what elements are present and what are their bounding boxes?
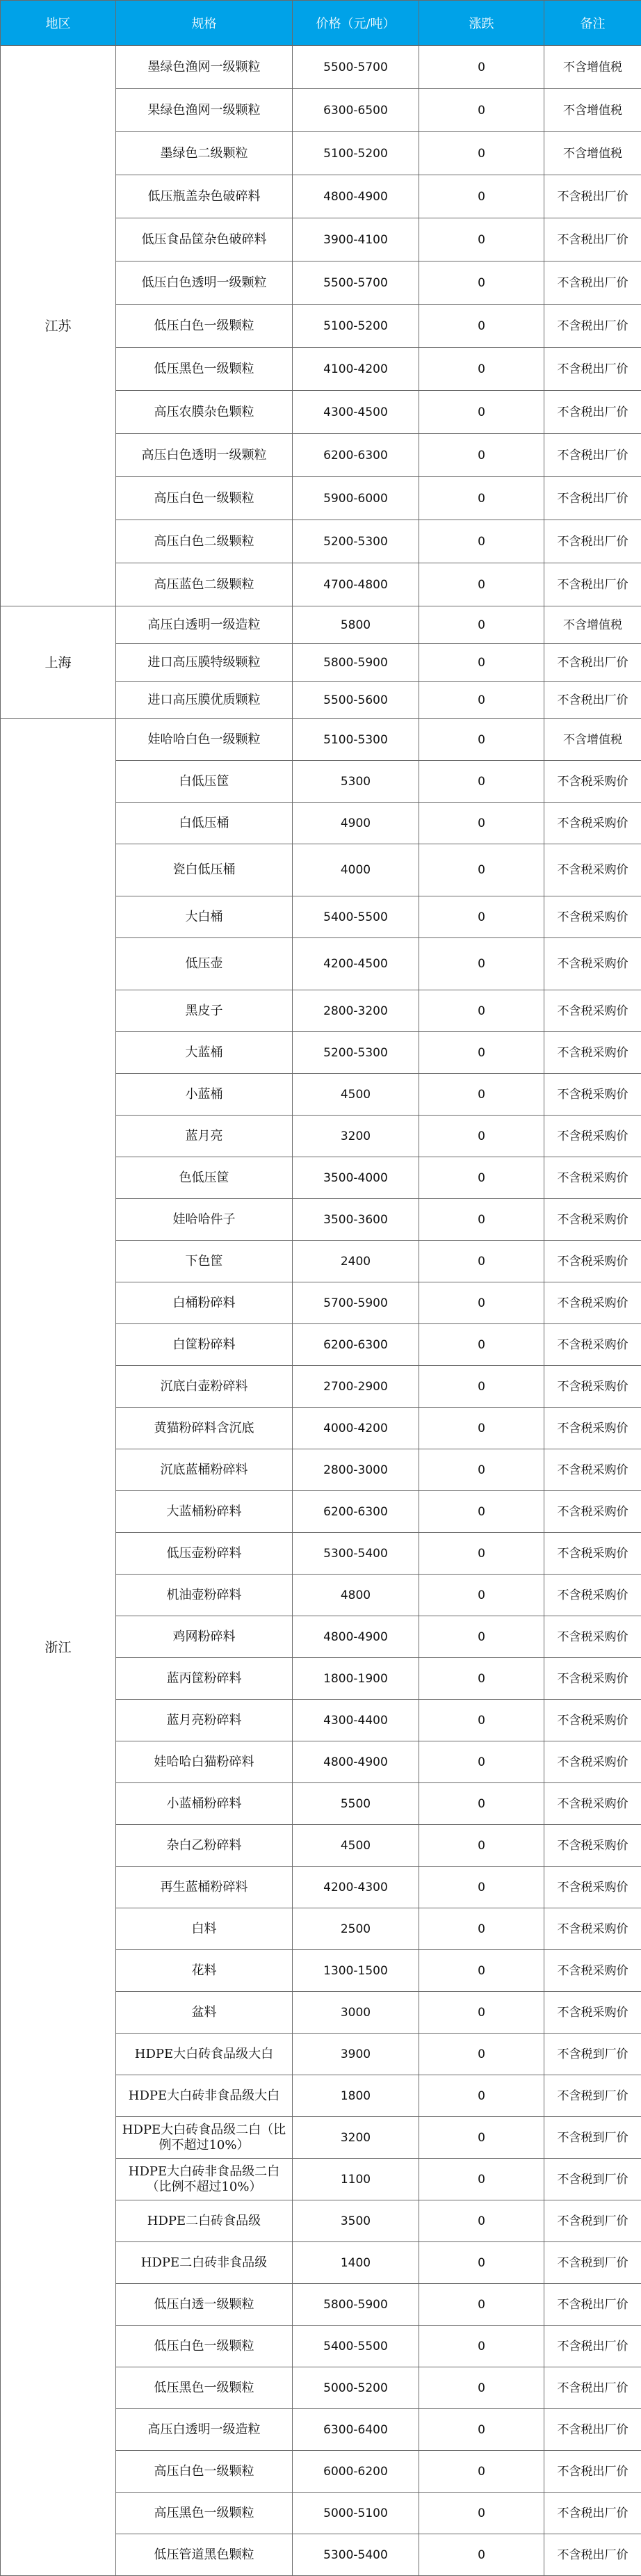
note-cell: 不含税采购价 (544, 1908, 641, 1950)
spec-cell: 大白桶 (116, 896, 293, 938)
change-cell: 0 (419, 938, 544, 990)
change-cell: 0 (419, 896, 544, 938)
note-cell: 不含税到厂价 (544, 2117, 641, 2159)
spec-cell: 墨绿色渔网一级颗粒 (116, 46, 293, 89)
spec-cell: 大蓝桶粉碎料 (116, 1491, 293, 1533)
note-cell: 不含税采购价 (544, 1741, 641, 1783)
note-cell: 不含税采购价 (544, 1366, 641, 1408)
note-cell: 不含增值税 (544, 719, 641, 761)
price-cell: 4300-4400 (293, 1700, 419, 1741)
spec-cell: 盆料 (116, 1992, 293, 2034)
note-cell: 不含税出厂价 (544, 434, 641, 477)
price-cell: 4000-4200 (293, 1408, 419, 1449)
change-cell: 0 (419, 682, 544, 719)
note-cell: 不含税出厂价 (544, 2534, 641, 2576)
change-cell: 0 (419, 1616, 544, 1658)
note-cell: 不含税采购价 (544, 1700, 641, 1741)
price-cell: 5500-5700 (293, 261, 419, 305)
change-cell: 0 (419, 1533, 544, 1575)
price-cell: 2700-2900 (293, 1366, 419, 1408)
change-cell: 0 (419, 1908, 544, 1950)
change-cell: 0 (419, 2159, 544, 2200)
change-cell: 0 (419, 761, 544, 803)
price-cell: 6300-6400 (293, 2409, 419, 2451)
change-cell: 0 (419, 2284, 544, 2326)
change-cell: 0 (419, 2117, 544, 2159)
note-cell: 不含税出厂价 (544, 2284, 641, 2326)
change-cell: 0 (419, 1950, 544, 1992)
note-cell: 不含税出厂价 (544, 477, 641, 520)
spec-cell: 瓷白低压桶 (116, 844, 293, 896)
spec-cell: 白低压筐 (116, 761, 293, 803)
change-cell: 0 (419, 2534, 544, 2576)
note-cell: 不含税出厂价 (544, 563, 641, 606)
change-cell: 0 (419, 2493, 544, 2534)
spec-cell: HDPE二白砖非食品级 (116, 2242, 293, 2284)
spec-cell: HDPE大白砖非食品级大白 (116, 2075, 293, 2117)
note-cell: 不含税出厂价 (544, 2451, 641, 2493)
price-cell: 4500 (293, 1825, 419, 1867)
note-cell: 不含税采购价 (544, 1616, 641, 1658)
change-cell: 0 (419, 261, 544, 305)
spec-cell: 果绿色渔网一级颗粒 (116, 89, 293, 132)
price-cell: 5500-5600 (293, 682, 419, 719)
price-cell: 6200-6300 (293, 434, 419, 477)
spec-cell: 鸡网粉碎料 (116, 1616, 293, 1658)
note-cell: 不含税出厂价 (544, 2493, 641, 2534)
spec-cell: 高压白色二级颗粒 (116, 520, 293, 563)
change-cell: 0 (419, 1449, 544, 1491)
change-cell: 0 (419, 1700, 544, 1741)
spec-cell: 高压白色一级颗粒 (116, 477, 293, 520)
spec-cell: 小蓝桶粉碎料 (116, 1783, 293, 1825)
price-cell: 5400-5500 (293, 2326, 419, 2367)
spec-cell: 高压白透明一级造粒 (116, 606, 293, 644)
price-cell: 1800-1900 (293, 1658, 419, 1700)
note-cell: 不含税采购价 (544, 1157, 641, 1199)
price-cell: 5100-5200 (293, 305, 419, 348)
change-cell: 0 (419, 132, 544, 175)
note-cell: 不含税到厂价 (544, 2242, 641, 2284)
table-row (1, 606, 641, 644)
price-cell: 6200-6300 (293, 1491, 419, 1533)
price-cell: 1100 (293, 2159, 419, 2200)
price-cell: 5500-5700 (293, 46, 419, 89)
price-cell: 4300-4500 (293, 391, 419, 434)
change-cell: 0 (419, 1366, 544, 1408)
region-cell: 浙江 (1, 719, 116, 2576)
change-cell: 0 (419, 2242, 544, 2284)
spec-cell: HDPE大白砖食品级二白（比例不超过10%） (116, 2117, 293, 2159)
note-cell: 不含税出厂价 (544, 520, 641, 563)
change-cell: 0 (419, 1783, 544, 1825)
price-cell: 1400 (293, 2242, 419, 2284)
spec-cell: 小蓝桶 (116, 1074, 293, 1116)
spec-cell: 低压瓶盖杂色破碎料 (116, 175, 293, 218)
change-cell: 0 (419, 434, 544, 477)
region-cell: 上海 (1, 606, 116, 719)
spec-cell: 下色筐 (116, 1241, 293, 1282)
change-cell: 0 (419, 606, 544, 644)
spec-cell: 低压黑色一级颗粒 (116, 2367, 293, 2409)
spec-cell: 大蓝桶 (116, 1032, 293, 1074)
price-cell: 2400 (293, 1241, 419, 1282)
price-cell: 5500 (293, 1783, 419, 1825)
spec-cell: 进口高压膜优质颗粒 (116, 682, 293, 719)
change-cell: 0 (419, 1992, 544, 2034)
price-cell: 2800-3000 (293, 1449, 419, 1491)
spec-cell: 白低压桶 (116, 803, 293, 844)
note-cell: 不含税出厂价 (544, 305, 641, 348)
spec-cell: 蓝月亮粉碎料 (116, 1700, 293, 1741)
price-cell: 1300-1500 (293, 1950, 419, 1992)
note-cell: 不含税出厂价 (544, 682, 641, 719)
table-header-row (1, 1, 641, 46)
price-cell: 2800-3200 (293, 990, 419, 1032)
change-cell: 0 (419, 2034, 544, 2075)
price-cell: 5300-5400 (293, 1533, 419, 1575)
note-cell: 不含税到厂价 (544, 2034, 641, 2075)
price-cell: 1800 (293, 2075, 419, 2117)
spec-cell: 沉底蓝桶粉碎料 (116, 1449, 293, 1491)
spec-cell: HDPE大白砖食品级大白 (116, 2034, 293, 2075)
spec-cell: 高压蓝色二级颗粒 (116, 563, 293, 606)
note-cell: 不含税采购价 (544, 1199, 641, 1241)
change-cell: 0 (419, 2326, 544, 2367)
note-cell: 不含税出厂价 (544, 261, 641, 305)
change-cell: 0 (419, 1324, 544, 1366)
spec-cell: 低压黑色一级颗粒 (116, 348, 293, 391)
change-cell: 0 (419, 719, 544, 761)
spec-cell: 白料 (116, 1908, 293, 1950)
price-cell: 4700-4800 (293, 563, 419, 606)
price-cell: 2500 (293, 1908, 419, 1950)
note-cell: 不含税采购价 (544, 1825, 641, 1867)
price-cell: 3500 (293, 2200, 419, 2242)
header-region: 地区 (1, 1, 116, 46)
spec-cell: 低压白色一级颗粒 (116, 305, 293, 348)
price-cell: 4800-4900 (293, 1616, 419, 1658)
change-cell: 0 (419, 644, 544, 682)
note-cell: 不含税出厂价 (544, 2409, 641, 2451)
note-cell: 不含税到厂价 (544, 2200, 641, 2242)
price-cell: 4800-4900 (293, 175, 419, 218)
change-cell: 0 (419, 990, 544, 1032)
spec-cell: 低压壶 (116, 938, 293, 990)
note-cell: 不含税采购价 (544, 990, 641, 1032)
price-cell: 3900 (293, 2034, 419, 2075)
change-cell: 0 (419, 46, 544, 89)
spec-cell: 低压管道黑色颗粒 (116, 2534, 293, 2576)
spec-cell: 墨绿色二级颗粒 (116, 132, 293, 175)
price-cell: 4100-4200 (293, 348, 419, 391)
header-spec: 规格 (116, 1, 293, 46)
change-cell: 0 (419, 2409, 544, 2451)
spec-cell: 低压白色一级颗粒 (116, 2326, 293, 2367)
price-cell: 4200-4300 (293, 1867, 419, 1908)
change-cell: 0 (419, 1116, 544, 1157)
price-cell: 4800 (293, 1575, 419, 1616)
note-cell: 不含税采购价 (544, 1074, 641, 1116)
spec-cell: 黄猫粉碎料含沉底 (116, 1408, 293, 1449)
header-change: 涨跌 (419, 1, 544, 46)
note-cell: 不含税出厂价 (544, 2367, 641, 2409)
change-cell: 0 (419, 1032, 544, 1074)
spec-cell: 高压白色透明一级颗粒 (116, 434, 293, 477)
price-cell: 5200-5300 (293, 1032, 419, 1074)
price-cell: 6000-6200 (293, 2451, 419, 2493)
price-cell: 3900-4100 (293, 218, 419, 261)
spec-cell: 进口高压膜特级颗粒 (116, 644, 293, 682)
note-cell: 不含税出厂价 (544, 348, 641, 391)
note-cell: 不含税出厂价 (544, 2326, 641, 2367)
spec-cell: 高压农膜杂色颗粒 (116, 391, 293, 434)
change-cell: 0 (419, 1658, 544, 1700)
price-cell: 4900 (293, 803, 419, 844)
price-cell: 5000-5100 (293, 2493, 419, 2534)
change-cell: 0 (419, 1575, 544, 1616)
note-cell: 不含税出厂价 (544, 175, 641, 218)
spec-cell: 白筐粉碎料 (116, 1324, 293, 1366)
note-cell: 不含税采购价 (544, 1575, 641, 1616)
change-cell: 0 (419, 2200, 544, 2242)
price-cell: 5100-5200 (293, 132, 419, 175)
change-cell: 0 (419, 305, 544, 348)
price-cell: 5100-5300 (293, 719, 419, 761)
spec-cell: 花料 (116, 1950, 293, 1992)
price-cell: 5700-5900 (293, 1282, 419, 1324)
note-cell: 不含税采购价 (544, 1449, 641, 1491)
table-body (1, 46, 641, 2576)
spec-cell: HDPE二白砖食品级 (116, 2200, 293, 2242)
spec-cell: 低压白透一级颗粒 (116, 2284, 293, 2326)
spec-cell: 高压白色一级颗粒 (116, 2451, 293, 2493)
spec-cell: 娃哈哈白猫粉碎料 (116, 1741, 293, 1783)
note-cell: 不含税采购价 (544, 1408, 641, 1449)
table-row (1, 719, 641, 761)
note-cell: 不含增值税 (544, 89, 641, 132)
change-cell: 0 (419, 1282, 544, 1324)
note-cell: 不含税采购价 (544, 761, 641, 803)
change-cell: 0 (419, 1491, 544, 1533)
spec-cell: 蓝月亮 (116, 1116, 293, 1157)
change-cell: 0 (419, 2451, 544, 2493)
price-cell: 5300 (293, 761, 419, 803)
change-cell: 0 (419, 477, 544, 520)
note-cell: 不含增值税 (544, 606, 641, 644)
price-cell: 4500 (293, 1074, 419, 1116)
spec-cell: 低压白色透明一级颗粒 (116, 261, 293, 305)
spec-cell: 黑皮子 (116, 990, 293, 1032)
price-cell: 5800-5900 (293, 644, 419, 682)
note-cell: 不含税出厂价 (544, 644, 641, 682)
change-cell: 0 (419, 803, 544, 844)
change-cell: 0 (419, 1199, 544, 1241)
note-cell: 不含税采购价 (544, 1783, 641, 1825)
note-cell: 不含税采购价 (544, 896, 641, 938)
note-cell: 不含税出厂价 (544, 391, 641, 434)
change-cell: 0 (419, 391, 544, 434)
header-note: 备注 (544, 1, 641, 46)
change-cell: 0 (419, 175, 544, 218)
spec-cell: HDPE大白砖非食品级二白（比例不超过10%） (116, 2159, 293, 2200)
price-cell: 5400-5500 (293, 896, 419, 938)
spec-cell: 机油壶粉碎料 (116, 1575, 293, 1616)
change-cell: 0 (419, 1241, 544, 1282)
table-row (1, 46, 641, 89)
note-cell: 不含增值税 (544, 46, 641, 89)
spec-cell: 沉底白壶粉碎料 (116, 1366, 293, 1408)
price-cell: 3000 (293, 1992, 419, 2034)
change-cell: 0 (419, 2075, 544, 2117)
spec-cell: 杂白乙粉碎料 (116, 1825, 293, 1867)
note-cell: 不含税采购价 (544, 1282, 641, 1324)
change-cell: 0 (419, 348, 544, 391)
price-cell: 5000-5200 (293, 2367, 419, 2409)
price-cell: 6300-6500 (293, 89, 419, 132)
change-cell: 0 (419, 1408, 544, 1449)
price-cell: 5900-6000 (293, 477, 419, 520)
change-cell: 0 (419, 1867, 544, 1908)
price-cell: 3200 (293, 2117, 419, 2159)
price-cell: 4200-4500 (293, 938, 419, 990)
change-cell: 0 (419, 218, 544, 261)
spec-cell: 低压食品筐杂色破碎料 (116, 218, 293, 261)
spec-cell: 高压黑色一级颗粒 (116, 2493, 293, 2534)
price-cell: 5200-5300 (293, 520, 419, 563)
change-cell: 0 (419, 844, 544, 896)
note-cell: 不含税到厂价 (544, 2075, 641, 2117)
note-cell: 不含税采购价 (544, 1533, 641, 1575)
note-cell: 不含税采购价 (544, 1867, 641, 1908)
spec-cell: 低压壶粉碎料 (116, 1533, 293, 1575)
price-cell: 3500-4000 (293, 1157, 419, 1199)
spec-cell: 色低压筐 (116, 1157, 293, 1199)
note-cell: 不含税采购价 (544, 1241, 641, 1282)
price-cell: 5800-5900 (293, 2284, 419, 2326)
price-cell: 4800-4900 (293, 1741, 419, 1783)
change-cell: 0 (419, 520, 544, 563)
region-cell: 江苏 (1, 46, 116, 606)
note-cell: 不含税出厂价 (544, 218, 641, 261)
note-cell: 不含税采购价 (544, 938, 641, 990)
change-cell: 0 (419, 1157, 544, 1199)
note-cell: 不含增值税 (544, 132, 641, 175)
change-cell: 0 (419, 1074, 544, 1116)
price-cell: 4000 (293, 844, 419, 896)
note-cell: 不含税采购价 (544, 803, 641, 844)
spec-cell: 白桶粉碎料 (116, 1282, 293, 1324)
price-cell: 6200-6300 (293, 1324, 419, 1366)
note-cell: 不含税采购价 (544, 844, 641, 896)
note-cell: 不含税采购价 (544, 1950, 641, 1992)
spec-cell: 再生蓝桶粉碎料 (116, 1867, 293, 1908)
change-cell: 0 (419, 89, 544, 132)
price-cell: 5300-5400 (293, 2534, 419, 2576)
note-cell: 不含税采购价 (544, 1032, 641, 1074)
note-cell: 不含税到厂价 (544, 2159, 641, 2200)
change-cell: 0 (419, 563, 544, 606)
price-cell: 3500-3600 (293, 1199, 419, 1241)
spec-cell: 娃哈哈白色一级颗粒 (116, 719, 293, 761)
change-cell: 0 (419, 2367, 544, 2409)
note-cell: 不含税采购价 (544, 1992, 641, 2034)
change-cell: 0 (419, 1825, 544, 1867)
header-price: 价格（元/吨） (293, 1, 419, 46)
change-cell: 0 (419, 1741, 544, 1783)
note-cell: 不含税采购价 (544, 1116, 641, 1157)
note-cell: 不含税采购价 (544, 1658, 641, 1700)
spec-cell: 高压白透明一级造粒 (116, 2409, 293, 2451)
note-cell: 不含税采购价 (544, 1491, 641, 1533)
note-cell: 不含税采购价 (544, 1324, 641, 1366)
price-cell: 3200 (293, 1116, 419, 1157)
spec-cell: 娃哈哈件子 (116, 1199, 293, 1241)
price-cell: 5800 (293, 606, 419, 644)
spec-cell: 蓝丙筐粉碎料 (116, 1658, 293, 1700)
